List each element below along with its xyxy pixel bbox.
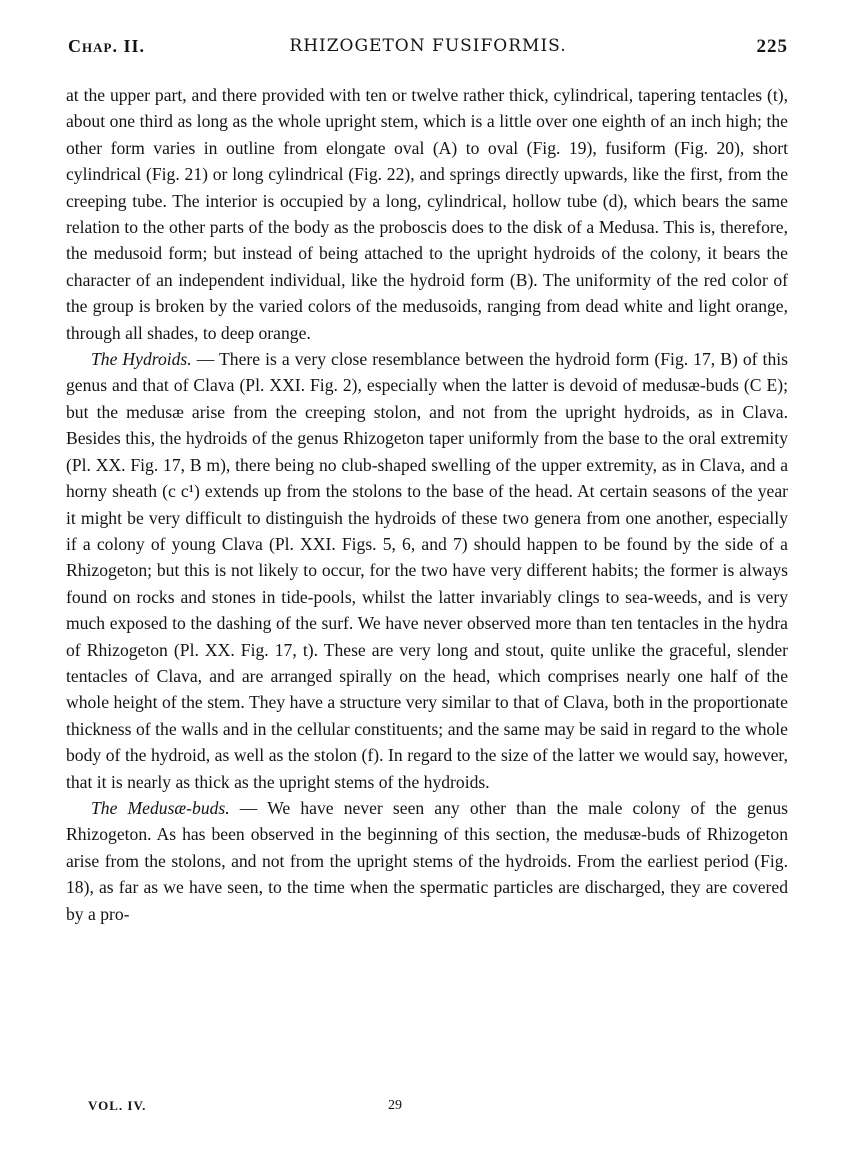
paragraph-1 — [66, 82, 788, 346]
paragraph-3 — [66, 795, 788, 927]
running-header — [68, 36, 788, 66]
paragraph-1-text: at the upper part, and there provided with ten or twelve rather thick, cylindrical, tapering tentacles (t), about one third as long as the whole upright stem, which is a little over one eighth of an inch high; the other form varies in outline from elongate oval (A) to oval (Fig. 19), fusiform (Fig. 20), short cylindrical (Fig. 21) or long cylindrical (Fig. 22), and springs directly upwards, like the first, from the creeping tube. The interior is occupied by a long, cylindrical, hollow tube (d), which bears the same relation to the other parts of the body as the proboscis does to the disk of a Medusa. This is, therefore, the medusoid form; but instead of being attached to the upright hydroids of the colony, it bears the character of an independent individual, like the hydroid form (B). The uniformity of the red color of the group is broken by the varied colors of the medusoids, ranging from dead white and light orange, through all shades, to deep orange. — [66, 85, 788, 343]
signature-mark: 29 — [388, 1098, 402, 1113]
page-footer — [88, 1098, 788, 1120]
section-heading-medusae-buds: The Medusæ-buds. — [91, 797, 230, 818]
paragraph-2-text: — There is a very close resemblance between the hydroid form (Fig. 17, B) of this genus and that of Clava (Pl. XXI. Fig. 2), especially when the latter is devoid of medusæ-buds (C E); but the medusæ arise from the creeping stolon, and not from the upright hydroids, as in Clava. Besides this, the hydroids of the genus Rhizogeton taper uniformly from the base to the oral extremity (Pl. XX. Fig. 17, B m), there being no club-shaped swelling of the upper extremity, as in Clava, and a horny sheath (c c¹) extends up from the stolons to the base of the head. At certain seasons of the year it might be very difficult to distinguish the hydroids of these two genera from one another, especially if a colony of young Clava (Pl. XXI. Figs. 5, 6, and 7) should happen to be found by the side of a Rhizogeton; but this is not likely to occur, for the two have very different habits; the former is always found on rocks and stones in tide-pools, whilst the latter invariably clings to sea-weeds, and is very much exposed to the dashing of the surf. We have never observed more than ten tentacles in the hydra of Rhizogeton (Pl. XX. Fig. 17, t). These are very long and stout, quite unlike the graceful, slender tentacles of Clava, and are arranged spirally on the head, which comprises nearly one half of the whole height of the stem. They have a structure very similar to that of Clava, both in the proportionate thickness of the walls and in the cellular constituents; and the same may be said in regard to the whole body of the hydroid, as well as the stolon (f). In regard to the size of the latter we would say, however, that it is nearly as thick as the upright stems of the hydroids. — [66, 349, 788, 792]
paragraph-2 — [66, 346, 788, 795]
chapter-label: Chap. II. — [68, 36, 145, 56]
running-title: RHIZOGETON FUSIFORMIS. — [289, 36, 567, 56]
body-text — [66, 82, 788, 927]
paragraph-3-text: — We have never seen any other than the male colony of the genus Rhizogeton. As has been observed in the beginning of this section, the medusæ-buds of Rhizogeton arise from the stolons, and not from the upright stems of the hydroids. From the earliest period (Fig. 18), as far as we have seen, to the time when the spermatic particles are discharged, they are covered by a pro- — [66, 797, 788, 924]
page-number: 225 — [756, 36, 788, 57]
section-heading-hydroids: The Hydroids. — [91, 349, 192, 370]
volume-label: VOL. IV. — [88, 1098, 147, 1113]
